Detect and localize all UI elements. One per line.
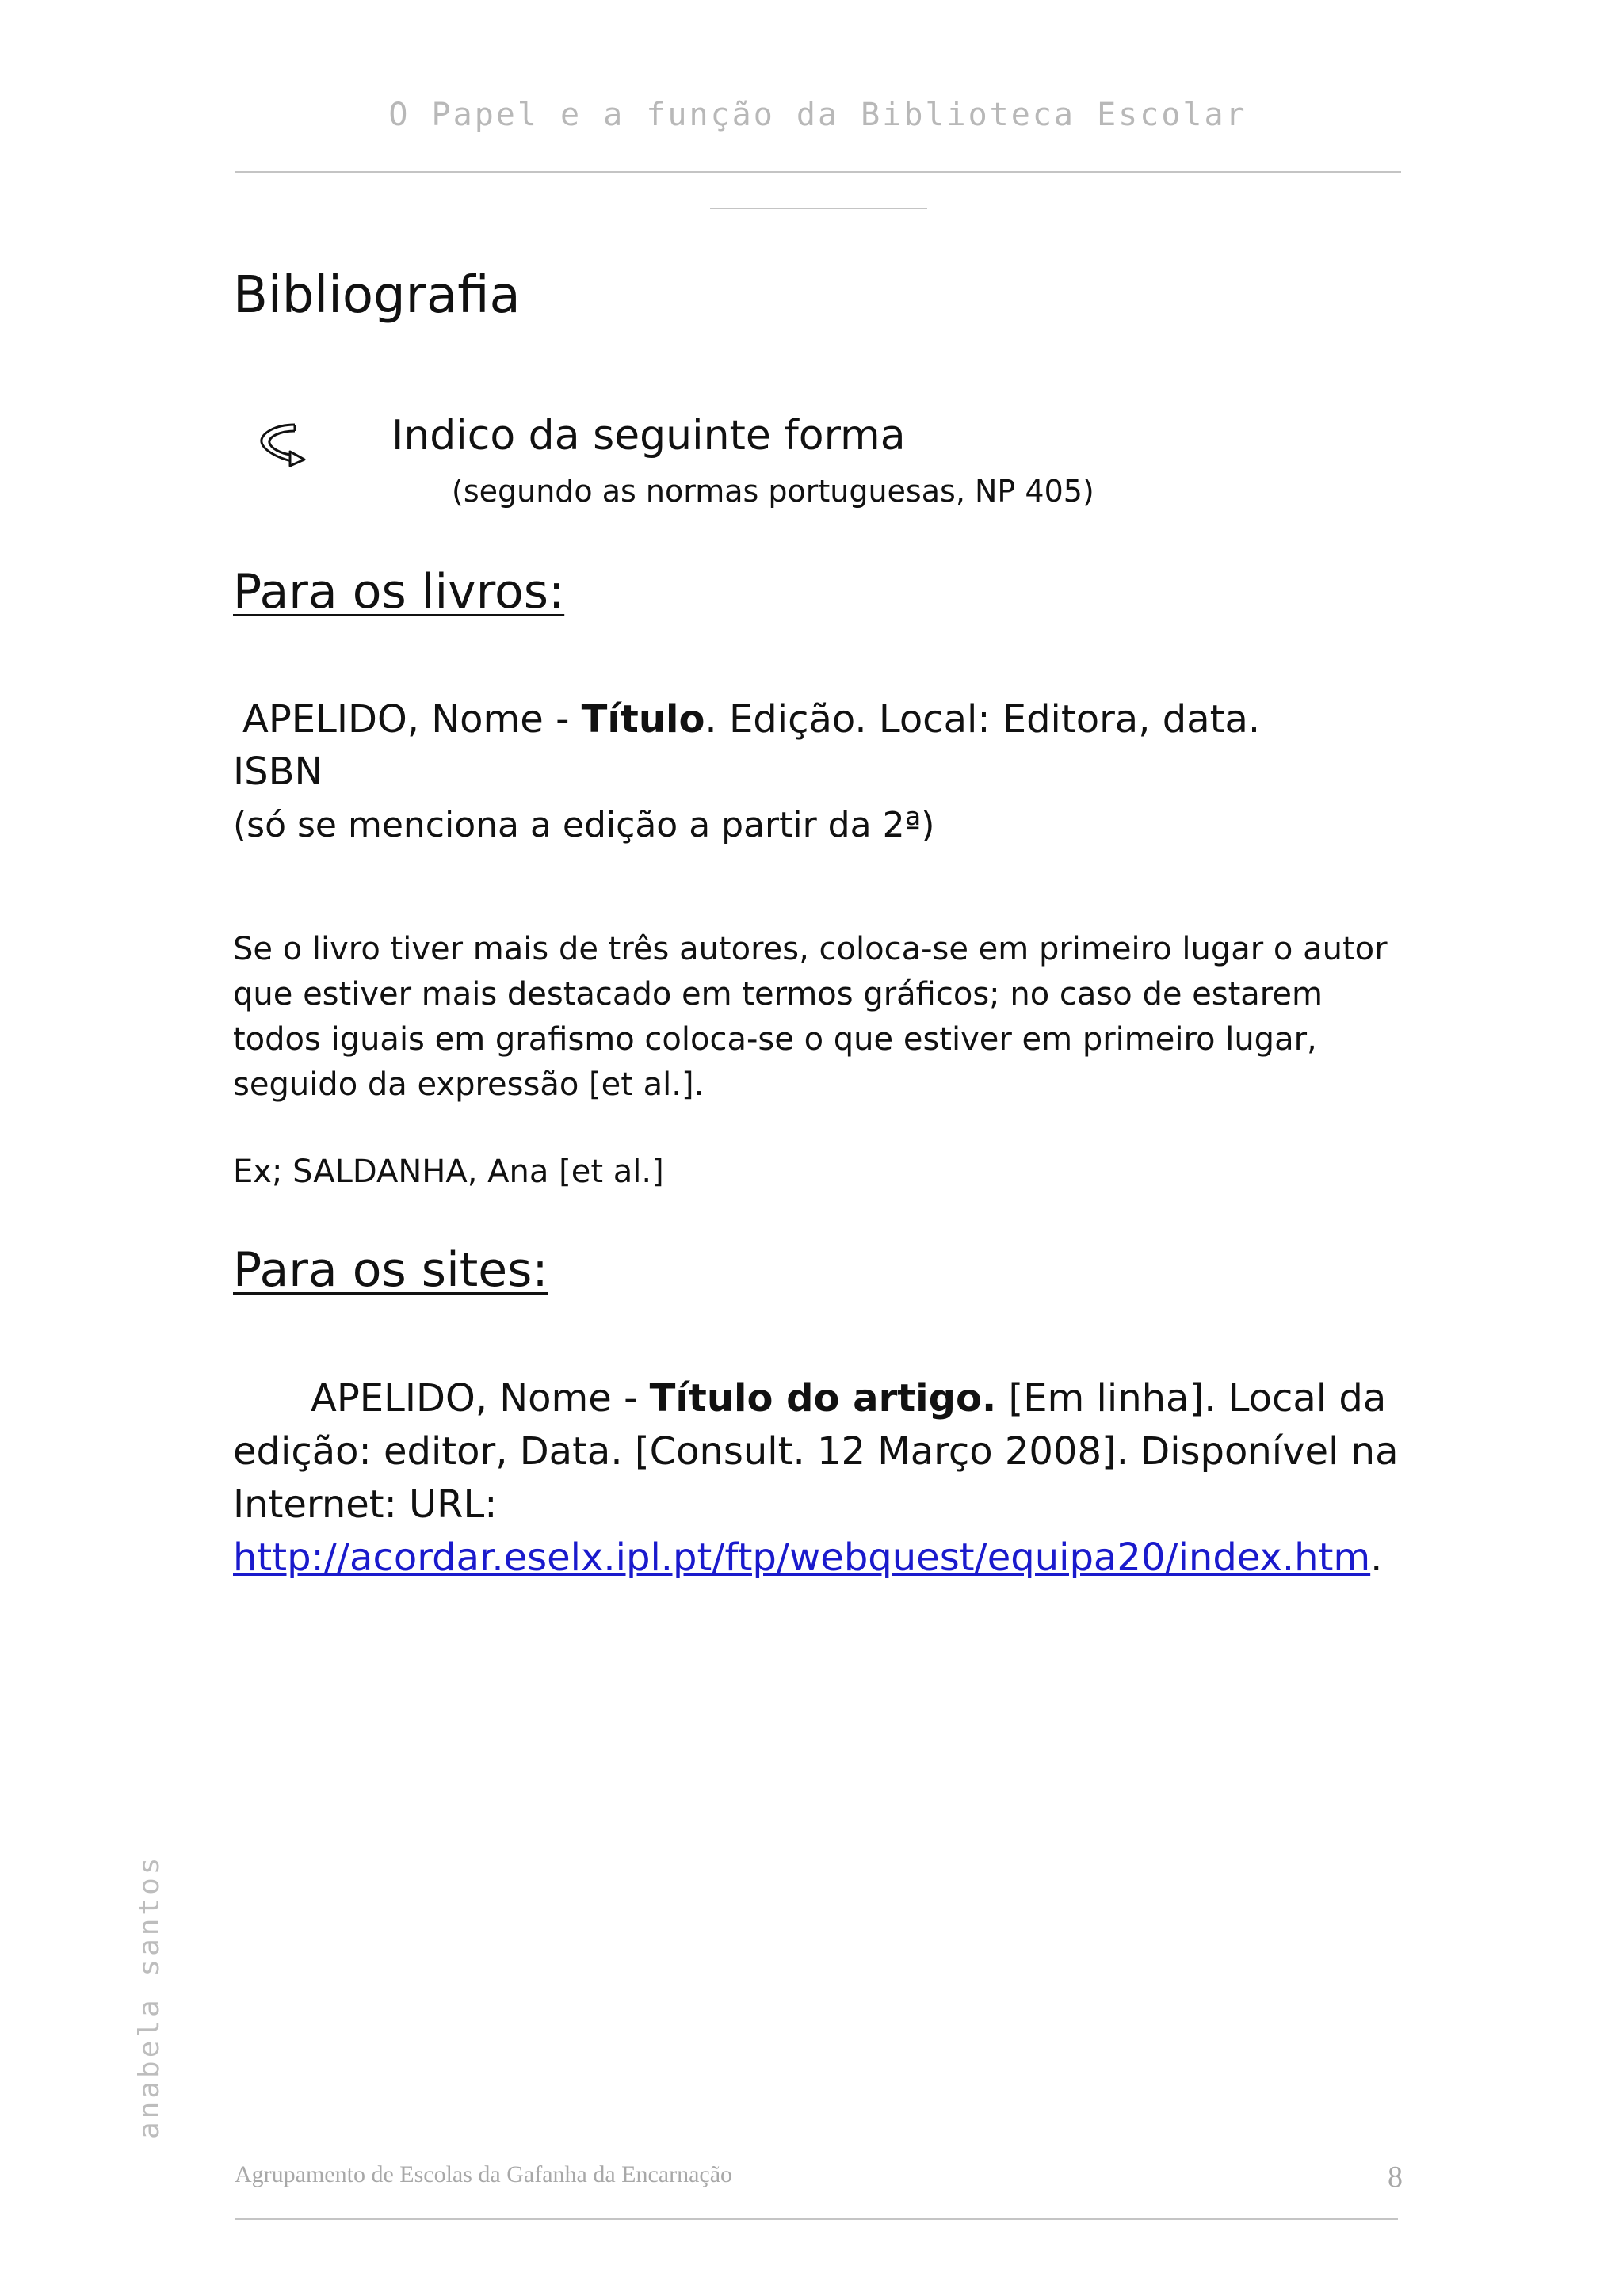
books-format-author: APELIDO, Nome -: [242, 697, 582, 742]
author-watermark: anabela santos: [133, 1854, 166, 2139]
books-format-note: (só se menciona a edição a partir da 2ª): [233, 805, 935, 845]
intro-note: (segundo as normas portuguesas, NP 405): [452, 474, 1094, 509]
intro-line: Indico da seguinte forma: [391, 412, 906, 460]
header-short-divider: [710, 208, 927, 209]
books-format-rest: . Edição. Local: Editora, data.: [705, 697, 1261, 742]
sites-example-link[interactable]: http://acordar.eselx.ipl.pt/ftp/webquest/equipa20/index.htm: [233, 1535, 1371, 1580]
sites-format-paragraph: [233, 1372, 1403, 1585]
books-example: Ex; SALDANHA, Ana [et al.]: [233, 1154, 664, 1190]
books-format-isbn: ISBN: [233, 749, 323, 794]
sites-heading: Para os sites:: [233, 1242, 548, 1298]
sites-format-title: Título do artigo.: [649, 1376, 997, 1421]
sites-format-rest: [Em linha]. Local da edição: editor, Data. [Consult. 12 Março 2008]. Disponível na Internet: URL:: [233, 1376, 1399, 1527]
footer-page-number: 8: [1388, 2161, 1403, 2194]
curved-arrow-icon: [254, 417, 311, 474]
books-heading: Para os livros:: [233, 564, 565, 620]
footer-school-name: Agrupamento de Escolas da Gafanha da Encarnação: [235, 2161, 733, 2187]
books-format-title: Título: [581, 697, 705, 742]
page-title: Bibliografia: [233, 266, 521, 325]
page-header-title: O Papel e a função da Biblioteca Escolar: [388, 97, 1247, 133]
footer-divider: [235, 2218, 1398, 2220]
sites-link-period: .: [1370, 1535, 1383, 1580]
header-divider: [235, 171, 1401, 173]
books-format-line: [242, 697, 1260, 742]
books-authors-paragraph: Se o livro tiver mais de três autores, coloca-se em primeiro lugar o autor que estiver mais destacado em termos gráficos; no caso de estarem todos iguais em grafismo coloca-se o que estiver em primeiro lugar, seguido da expressão [et al.].: [233, 931, 1388, 1103]
sites-format-author: APELIDO, Nome -: [311, 1376, 650, 1421]
